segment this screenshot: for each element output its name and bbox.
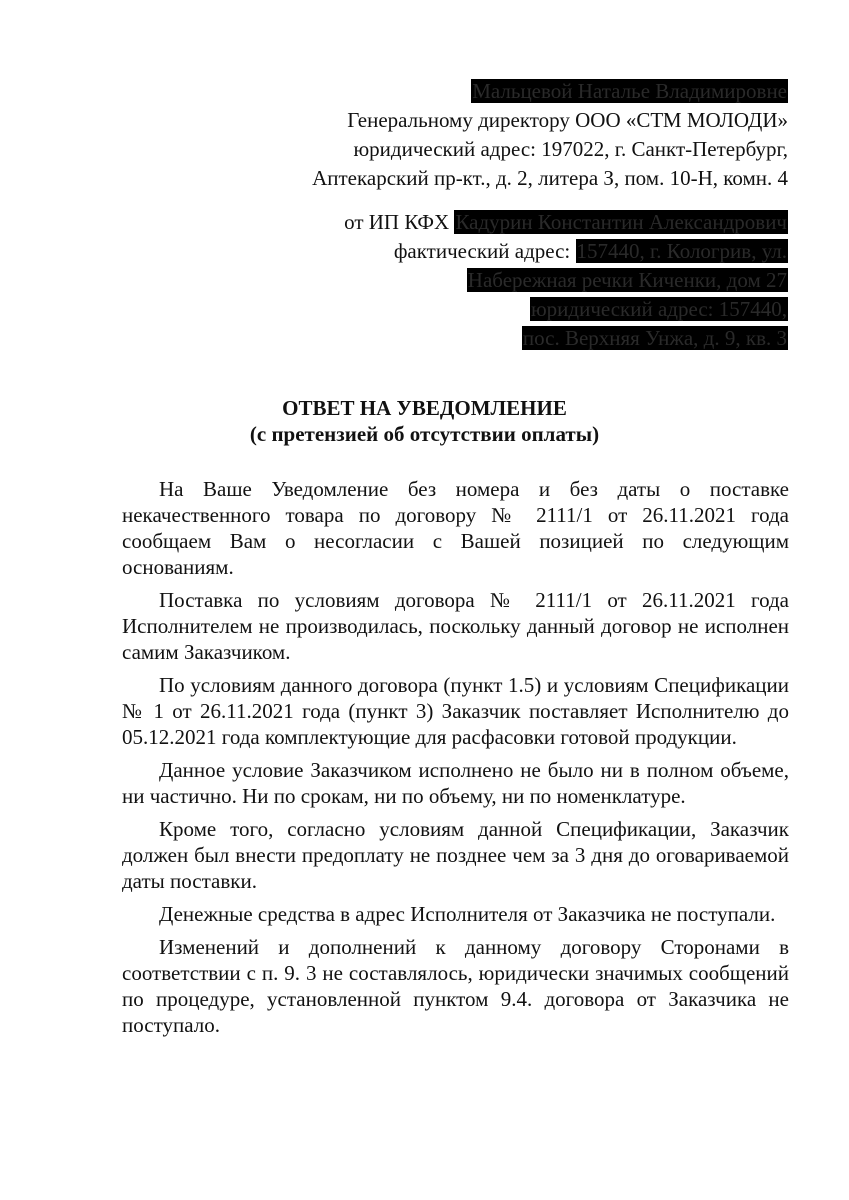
recipient-legal-address-line2: Аптекарский пр-кт., д. 2, литера З, пом. 10-Н, комн. 4 xyxy=(312,166,788,190)
sender-name-redacted: Кадурин Константин Александрович xyxy=(455,210,787,234)
body-paragraph: Денежные средства в адрес Исполнителя от Заказчика не поступали. xyxy=(159,902,776,926)
sender-actual-address-part2-redacted: Набережная речки Киченки, дом 27 xyxy=(467,268,787,292)
body-paragraph: Данное условие Заказчиком исполнено не было ни в полном объеме, ни частично. Ни по срокам, ни по объему, ни по номенклатуре. xyxy=(122,758,789,808)
sender-actual-address-label: фактический адрес: xyxy=(393,239,571,263)
body-paragraph: Изменений и дополнений к данному договору Сторонами в соответствии с п. 9. 3 не составлялось, юридически значимых сообщений по процедуре, установленной пунктом 9.4. договора от Заказчика не поступало. xyxy=(122,935,789,1037)
sender-prefix: от ИП КФХ xyxy=(344,210,450,234)
document-subtitle: (с претензией об отсутствии оплаты) xyxy=(249,422,600,446)
document-title: ОТВЕТ НА УВЕДОМЛЕНИЕ xyxy=(282,396,567,420)
recipient-block xyxy=(312,77,788,193)
recipient-name-redacted: Мальцевой Наталье Владимировне xyxy=(472,79,787,103)
sender-actual-address-part1-redacted: 157440, г. Кологрив, ул. xyxy=(576,239,787,263)
sender-legal-address-part2-redacted: пос. Верхняя Унжа, д. 9, кв. 3 xyxy=(522,326,787,350)
document-body xyxy=(122,476,789,1045)
body-paragraph: По условиям данного договора (пункт 1.5) и условиям Спецификации № 1 от 26.11.2021 года (пункт 3) Заказчик поставляет Исполнителю до 05.12.2021 года комплектующие для расфасовки готовой продукции. xyxy=(122,673,789,749)
body-paragraph: Поставка по условиям договора № 2111/1 от 26.11.2021 года Исполнителем не производилась, поскольку данный договор не исполнен самим Заказчиком. xyxy=(122,588,789,664)
recipient-legal-address-line1: юридический адрес: 197022, г. Санкт-Петербург, xyxy=(353,137,788,161)
sender-legal-address-part1-redacted: юридический адрес: 157440, xyxy=(530,297,787,321)
body-paragraph: Кроме того, согласно условиям данной Спецификации, Заказчик должен был внести предоплату не позднее чем за 3 дня до оговариваемой даты поставки. xyxy=(122,817,789,893)
recipient-position: Генеральному директору ООО «СТМ МОЛОДИ» xyxy=(347,108,788,132)
body-paragraph: На Ваше Уведомление без номера и без даты о поставке некачественного товара по договору № 2111/1 от 26.11.2021 года сообщаем Вам о несогласии с Вашей позицией по следующим основаниям. xyxy=(122,477,789,579)
sender-block xyxy=(344,208,788,353)
document-title-block xyxy=(0,395,849,447)
